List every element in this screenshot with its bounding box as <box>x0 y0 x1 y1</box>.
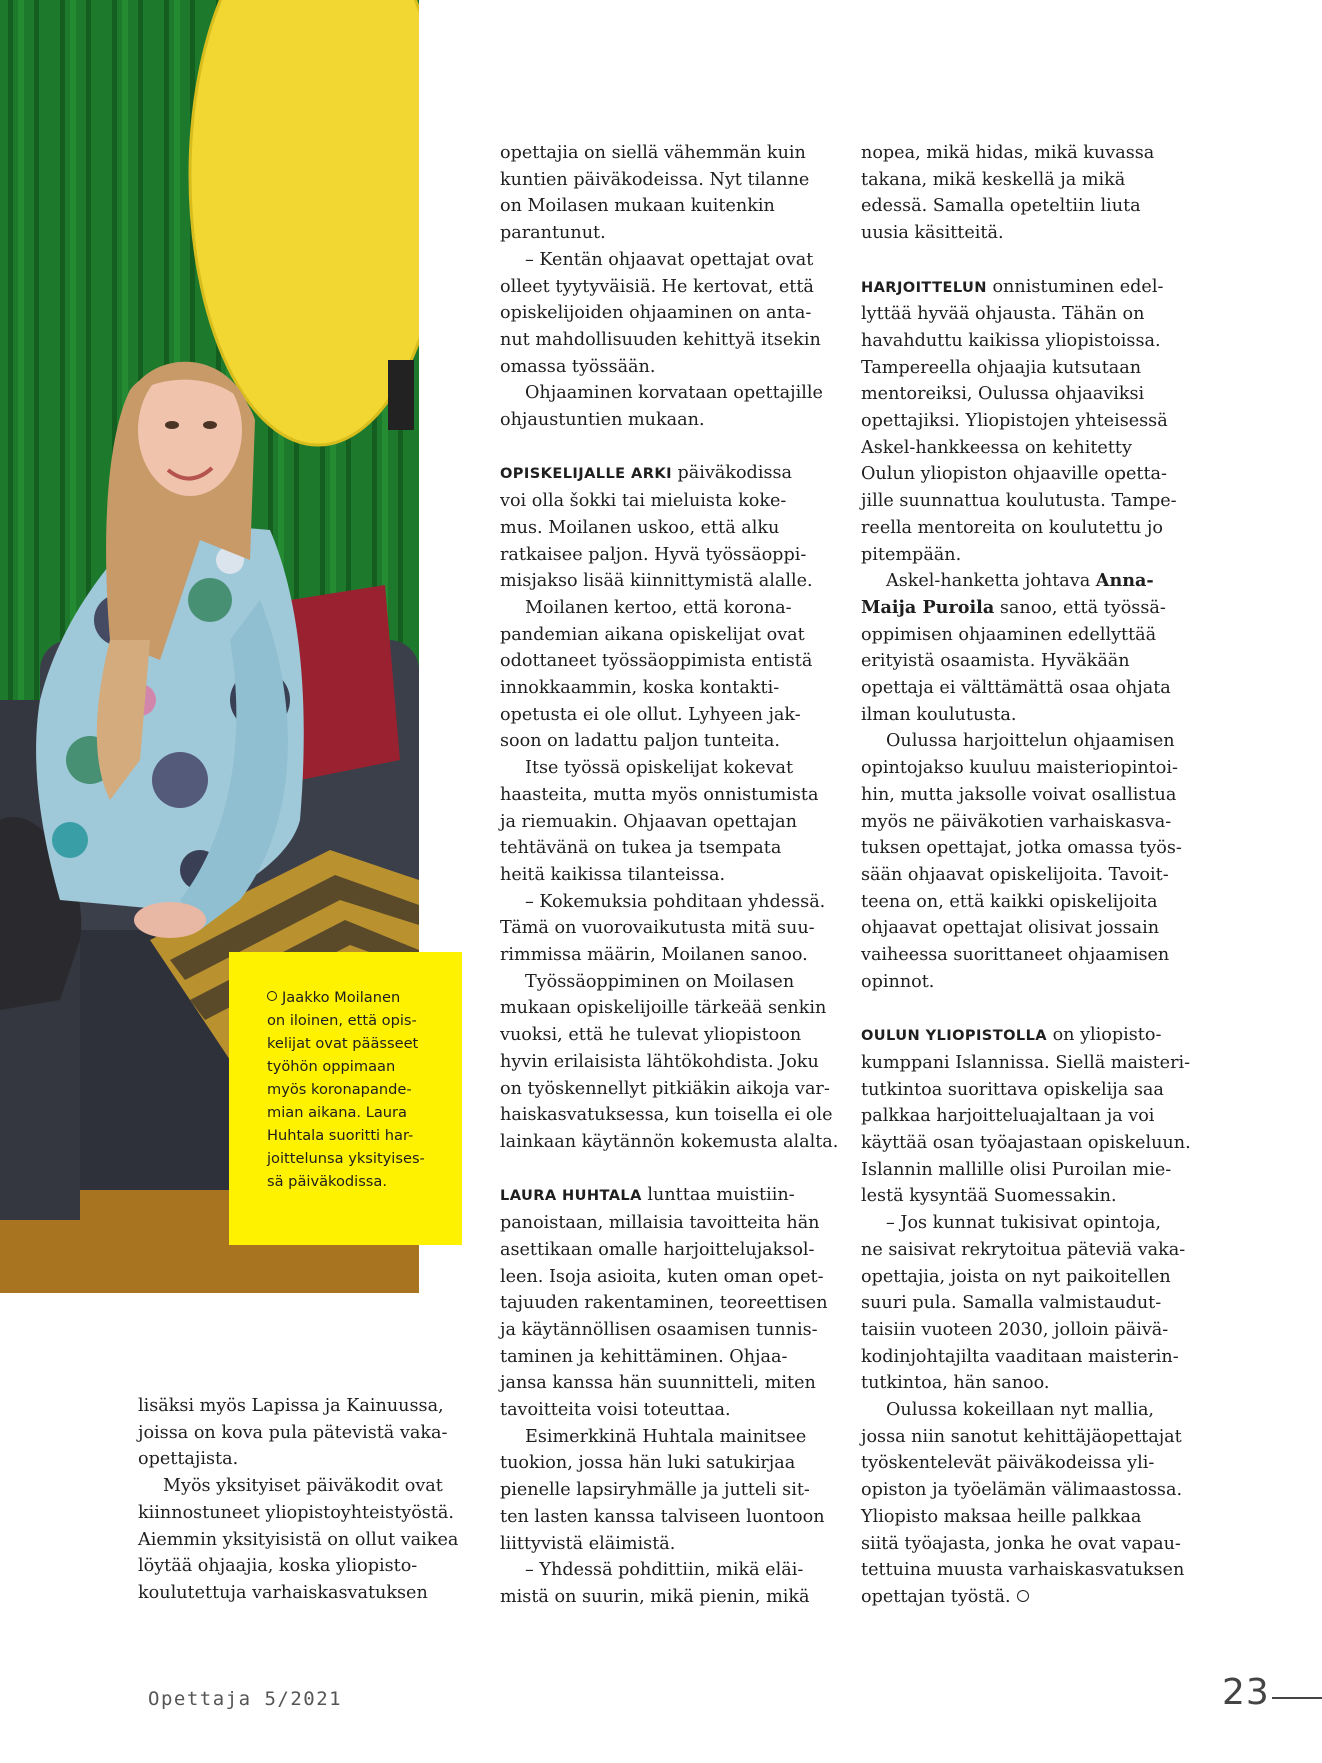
paragraph-line: nopea, mikä hidas, mikä kuvassa <box>861 143 1155 163</box>
paragraph <box>861 728 1191 995</box>
paragraph-line: siitä työajasta, jonka he ovat vapau- <box>861 1533 1181 1554</box>
paragraph-line: tutkintoa suorittava opiskelija saa <box>861 1079 1164 1100</box>
paragraph-line: Työssäoppiminen on Moilasen <box>525 971 795 992</box>
paragraph-line: Moilanen kertoo, että korona- <box>525 597 792 618</box>
paragraph-line: olleet tyytyväisiä. He kertovat, että <box>500 276 814 297</box>
paragraph-line: Esimerkkinä Huhtala mainitsee <box>525 1426 807 1447</box>
paragraph-line: Maija Puroila sanoo, että työssä- <box>861 596 1166 618</box>
paragraph-line: jille suunnattua koulutusta. Tampe- <box>861 491 1177 512</box>
paragraph-line: pitempään. <box>861 544 962 565</box>
paragraph-line: Myös yksityiset päiväkodit ovat <box>163 1476 443 1497</box>
paragraph-line: työskentelevät päiväkodeissa yli- <box>861 1453 1155 1474</box>
paragraph-line: liittyvistä eläimistä. <box>500 1533 676 1554</box>
paragraph-line: on Moilasen mukaan kuitenkin <box>500 196 775 217</box>
paragraph <box>138 1393 458 1473</box>
article-column-1 <box>138 1393 458 1607</box>
caption-line: Jaakko Moilanen <box>267 986 444 1009</box>
paragraph-line: löytää ohjaajia, koska yliopisto- <box>138 1556 418 1577</box>
paragraph-line: uusia käsitteitä. <box>861 223 1004 244</box>
paragraph-line: vuoksi, että he tulevat yliopistoon <box>500 1025 802 1046</box>
paragraph-line: Oulussa harjoittelun ohjaamisen <box>886 731 1175 752</box>
paragraph-line: ohjaavat opettajat olisivat jossain <box>861 918 1160 939</box>
paragraph-line: Askel-hankkeessa on kehitetty <box>861 437 1132 458</box>
paragraph-line: tajuuden rakentaminen, teoreettisen <box>500 1293 828 1314</box>
paragraph-line: taisiin vuoteen 2030, jolloin päivä- <box>861 1319 1169 1340</box>
paragraph-line: opiskelijoiden ohjaaminen on anta- <box>500 303 812 324</box>
paragraph-line: Askel-hanketta johtava Anna- <box>886 570 1154 592</box>
paragraph-line: opettajia, joista on nyt paikoitellen <box>861 1266 1171 1287</box>
paragraph <box>500 247 838 381</box>
paragraph-line: ilman koulutusta. <box>861 704 1017 725</box>
section-gap <box>500 434 838 461</box>
paragraph-line: ratkaisee paljon. Hyvä työssäoppi- <box>500 544 807 565</box>
end-of-article-icon <box>1017 1590 1029 1602</box>
person-name: Maija Puroila <box>861 596 995 618</box>
caption-line: Huhtala suoritti har- <box>267 1127 414 1144</box>
paragraph-line: opettajista. <box>138 1449 239 1470</box>
paragraph-line: innokkaammin, koska kontakti- <box>500 678 780 699</box>
paragraph-line: pandemian aikana opiskelijat ovat <box>500 624 805 645</box>
paragraph-line: Yliopisto maksaa heille palkkaa <box>861 1506 1142 1527</box>
paragraph-line: ja riemuakin. Ohjaavan opettajan <box>500 811 798 832</box>
section-gap <box>861 247 1191 274</box>
paragraph-line: tutkintoa, hän sanoo. <box>861 1373 1050 1394</box>
magazine-issue: Opettaja 5/2021 <box>148 1688 343 1710</box>
paragraph-line: Aiemmin yksityisistä on ollut vaikea <box>138 1529 459 1550</box>
paragraph-line: jansa kanssa hän suunnitteli, miten <box>500 1373 816 1394</box>
paragraph-line: lisäksi myös Lapissa ja Kainuussa, <box>138 1396 444 1416</box>
paragraph-line: opiston ja työelämän välimaastossa. <box>861 1480 1183 1501</box>
paragraph-line: Ohjaaminen korvataan opettajille <box>525 383 823 404</box>
paragraph-line: Oulussa kokeillaan nyt mallia, <box>886 1400 1155 1421</box>
paragraph-line: tehtävänä on tukea ja tsempata <box>500 838 782 859</box>
person-name: Anna- <box>1095 570 1154 592</box>
caption-line: myös koronapande- <box>267 1081 412 1098</box>
paragraph-line: kumppani Islannissa. Siellä maisteri- <box>861 1052 1191 1073</box>
paragraph-line: kodinjohtajilta vaaditaan maisterin- <box>861 1346 1179 1367</box>
paragraph <box>500 380 838 433</box>
paragraph-line: suuri pula. Samalla valmistaudut- <box>861 1293 1162 1314</box>
paragraph-line: sään ohjaavat opiskelijoita. Tavoit- <box>861 864 1169 885</box>
paragraph-line: oppimisen ohjaaminen edellyttää <box>861 624 1157 645</box>
paragraph-line: pienelle lapsiryhmälle ja jutteli sit- <box>500 1480 810 1501</box>
paragraph <box>500 1557 838 1610</box>
paragraph-line: asettikaan omalle harjoittelujaksol- <box>500 1239 815 1260</box>
paragraph <box>861 301 1191 568</box>
paragraph-line: reella mentoreita on koulutettu jo <box>861 517 1163 538</box>
paragraph-line: rimmissa määrin, Moilanen sanoo. <box>500 945 808 966</box>
paragraph <box>861 622 1191 729</box>
paragraph <box>861 1397 1191 1611</box>
photo-caption <box>229 952 462 1245</box>
paragraph-line: lestä kysyntää Suomessakin. <box>861 1186 1117 1207</box>
paragraph-line: on työskennellyt pitkiäkin aikoja var- <box>500 1078 830 1099</box>
article-column-2 <box>500 140 838 1611</box>
page-number: 23 <box>1222 1672 1270 1713</box>
paragraph-line: opettajiksi. Yliopistojen yhteisessä <box>861 411 1168 432</box>
paragraph <box>500 889 838 969</box>
paragraph-line: opetusta ei ole ollut. Lyhyeen jak- <box>500 704 801 725</box>
caption-line: mian aikana. Laura <box>267 1104 407 1121</box>
paragraph-line: Tämä on vuorovaikutusta mitä suu- <box>500 918 815 939</box>
paragraph-line: Itse työssä opiskelijat kokevat <box>525 758 794 779</box>
section-lead: OPISKELIJALLE ARKI <box>500 465 672 483</box>
paragraph-line: myös ne päiväkotien varhaiskasva- <box>861 811 1172 832</box>
paragraph-line: joissa on kova pula pätevistä vaka- <box>138 1422 448 1443</box>
paragraph-line: kuntien päiväkodeissa. Nyt tilanne <box>500 169 810 190</box>
paragraph-line: – Yhdessä pohdittiin, mikä eläi- <box>525 1560 804 1581</box>
section-lead: HARJOITTELUN <box>861 278 987 296</box>
paragraph-line: ja käytännöllisen osaamisen tunnis- <box>500 1319 818 1340</box>
paragraph-line: omassa työssään. <box>500 356 656 377</box>
paragraph-line: mus. Moilanen uskoo, että alku <box>500 517 780 538</box>
paragraph-line: kiinnostuneet yliopistoyhteistyöstä. <box>138 1502 454 1523</box>
caption-line: kelijat ovat päässeet <box>267 1035 419 1052</box>
paragraph-line: opettajan työstä. <box>861 1584 1191 1611</box>
paragraph <box>500 1424 838 1558</box>
paragraph-line: opettajia on siellä vähemmän kuin <box>500 143 806 163</box>
caption-line: sä päiväkodissa. <box>267 1173 387 1190</box>
section-gap <box>861 995 1191 1022</box>
paragraph-line: hyvin erilaisista lähtökohdista. Joku <box>500 1051 819 1072</box>
caption-line: työhön oppimaan <box>267 1058 396 1075</box>
section-lead-line: HARJOITTELUN onnistuminen edel- <box>861 276 1164 297</box>
paragraph <box>861 1050 1191 1210</box>
paragraph-line: taminen ja kehittäminen. Ohjaa- <box>500 1346 788 1367</box>
paragraph-line: teena on, että kaikki opiskelijoita <box>861 891 1158 912</box>
paragraph-line: hin, mutta jaksolle voivat osallistua <box>861 784 1177 805</box>
paragraph-line: ohjaustuntien mukaan. <box>500 410 705 431</box>
paragraph-line: haiskasvatuksessa, kun toisella ei ole <box>500 1105 833 1126</box>
paragraph-line: opinnot. <box>861 971 935 992</box>
paragraph-line: edessä. Samalla opeteltiin liuta <box>861 196 1141 217</box>
paragraph-line: ten lasten kanssa talviseen luontoon <box>500 1506 825 1527</box>
paragraph-line: leen. Isoja asioita, kuten oman opet- <box>500 1266 824 1287</box>
paragraph-line: palkkaa harjoitteluajaltaan ja voi <box>861 1106 1155 1127</box>
paragraph-line: odottaneet työssäoppimista entistä <box>500 651 813 672</box>
paragraph-line: Oulun yliopiston ohjaaville opetta- <box>861 464 1167 485</box>
paragraph-line: jossa niin sanotut kehittäjäopettajat <box>861 1426 1182 1447</box>
paragraph <box>500 969 838 1156</box>
paragraph-line: tuksen opettajat, jotka omassa työs- <box>861 838 1182 859</box>
paragraph-line: mukaan opiskelijoille tärkeää senkin <box>500 998 827 1019</box>
paragraph-line: – Kentän ohjaavat opettajat ovat <box>525 249 814 270</box>
paragraph-line: haasteita, mutta myös onnistumista <box>500 784 819 805</box>
paragraph <box>500 488 838 595</box>
paragraph-line: opintojakso kuuluu maisteriopintoi- <box>861 758 1178 779</box>
paragraph-line: Tampereella ohjaajia kutsutaan <box>861 357 1142 378</box>
caption-line: joittelunsa yksityises- <box>267 1150 425 1167</box>
paragraph <box>138 1473 458 1607</box>
paragraph-line: – Kokemuksia pohditaan yhdessä. <box>525 891 826 912</box>
section-gap <box>500 1156 838 1183</box>
section-lead: OULUN YLIOPISTOLLA <box>861 1027 1047 1045</box>
paragraph <box>500 140 838 247</box>
paragraph-line: heitä kaikissa tilanteissa. <box>500 864 726 885</box>
paragraph-line: voi olla šokki tai mieluista koke- <box>500 491 787 512</box>
paragraph-line: Islannin mallille olisi Puroilan mie- <box>861 1159 1172 1180</box>
paragraph-line: havahduttu kaikissa yliopistoissa. <box>861 330 1161 351</box>
paragraph-line: misjakso lisää kiinnittymistä alalle. <box>500 571 813 592</box>
section-lead-line: OULUN YLIOPISTOLLA on yliopisto- <box>861 1025 1162 1046</box>
paragraph-line: – Jos kunnat tukisivat opintoja, <box>886 1213 1161 1234</box>
paragraph-line: tuokion, jossa hän luki satukirjaa <box>500 1453 796 1474</box>
footer-rule <box>1272 1697 1322 1699</box>
paragraph-line: takana, mikä keskellä ja mikä <box>861 169 1126 190</box>
section-lead-line: LAURA HUHTALA lunttaa muistiin- <box>500 1185 795 1206</box>
paragraph-line: nut mahdollisuuden kehittyä itsekin <box>500 329 821 350</box>
paragraph-line: opettaja ei välttämättä osaa ohjata <box>861 678 1171 699</box>
paragraph-line: käyttää osan työajastaan opiskeluun. <box>861 1132 1191 1153</box>
paragraph-line: erityistä osaamista. Hyväkään <box>861 651 1130 672</box>
paragraph <box>861 140 1191 247</box>
paragraph-line: mentoreiksi, Oulussa ohjaaviksi <box>861 384 1145 405</box>
paragraph-line: parantunut. <box>500 223 606 244</box>
section-lead-line: OPISKELIJALLE ARKI päiväkodissa <box>500 463 792 484</box>
paragraph <box>500 595 838 755</box>
article-column-3 <box>861 140 1191 1611</box>
paragraph-line: soon on ladattu paljon tunteita. <box>500 731 780 752</box>
section-lead: LAURA HUHTALA <box>500 1187 642 1205</box>
paragraph-line: lainkaan käytännön kokemusta alalta. <box>500 1132 839 1152</box>
paragraph <box>861 1210 1191 1397</box>
paragraph-line: koulutettuja varhaiskasvatuksen <box>138 1582 428 1603</box>
paragraph-line: tavoitteita voisi toteuttaa. <box>500 1400 731 1421</box>
paragraph-line: panoistaan, millaisia tavoitteita hän <box>500 1213 820 1234</box>
caption-circle-icon <box>267 991 277 1001</box>
paragraph <box>500 1210 838 1424</box>
caption-line: on iloinen, että opis- <box>267 1012 417 1029</box>
paragraph <box>500 755 838 889</box>
paragraph-line: mistä on suurin, mikä pienin, mikä <box>500 1586 810 1607</box>
paragraph-line: lyttää hyvää ohjausta. Tähän on <box>861 304 1145 325</box>
paragraph-line: vaiheessa suorittaneet ohjaamisen <box>861 945 1170 966</box>
paragraph-line: tettuina muusta varhaiskasvatuksen <box>861 1560 1185 1581</box>
paragraph-line: ne saisivat rekrytoitua päteviä vaka- <box>861 1239 1186 1260</box>
